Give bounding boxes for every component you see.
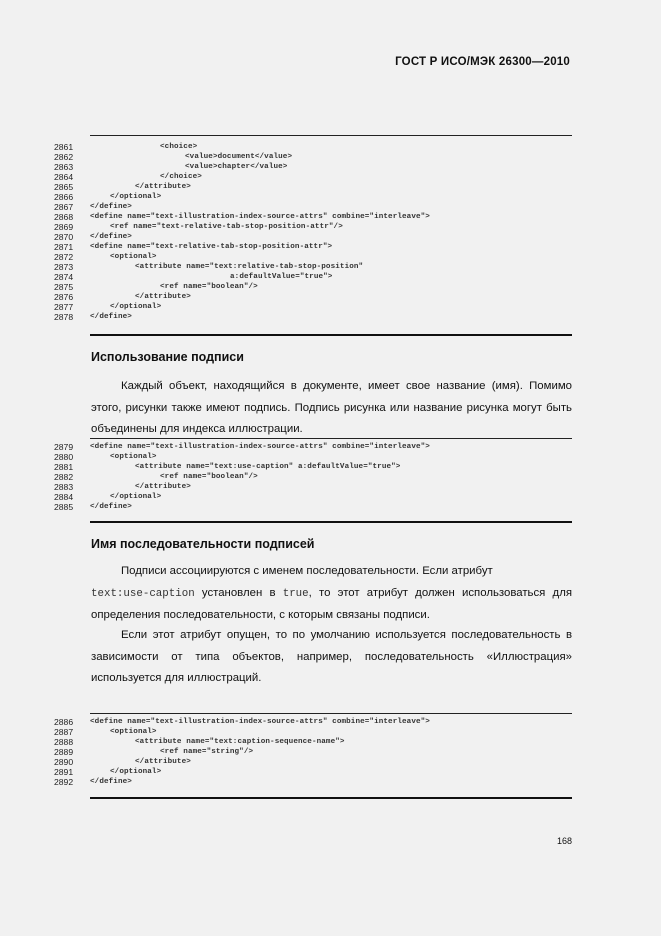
- line-number: 2879: [54, 442, 74, 452]
- code-text: <define name="text-illustration-index-source-attrs" combine="interleave">: [90, 718, 430, 726]
- paragraph-caption-sequence-1: [91, 561, 572, 627]
- code-line: [54, 232, 572, 242]
- code-text: <define name="text-relative-tab-stop-position-attr">: [90, 243, 333, 251]
- line-number: 2878: [54, 312, 74, 322]
- code-line: [54, 777, 572, 787]
- code-line: [54, 202, 572, 212]
- code-text: </optional>: [110, 768, 162, 776]
- line-number: 2867: [54, 202, 74, 212]
- code-line: [54, 502, 572, 512]
- code-line: [54, 312, 572, 322]
- inline-code-true: true: [282, 587, 309, 600]
- section-heading-caption-usage: Использование подписи: [91, 350, 244, 364]
- page-number: 168: [556, 836, 572, 846]
- section-heading-caption-sequence: Имя последовательности подписей: [91, 537, 315, 551]
- code-text: <attribute name="text:relative-tab-stop-position": [135, 263, 364, 271]
- code-text: </define>: [90, 503, 132, 511]
- line-number: 2892: [54, 777, 74, 787]
- code-text: <define name="text-illustration-index-source-attrs" combine="interleave">: [90, 443, 430, 451]
- code-block-1: [54, 132, 572, 337]
- line-number: 2882: [54, 472, 74, 482]
- code-text: </define>: [90, 778, 132, 786]
- code-text: a:defaultValue="true">: [230, 273, 333, 281]
- code-line: [54, 222, 572, 232]
- code-line: [54, 302, 572, 312]
- code-text: </define>: [90, 313, 132, 321]
- line-number: 2880: [54, 452, 74, 462]
- code-block-3: [54, 713, 572, 801]
- line-number: 2885: [54, 502, 74, 512]
- code-line: [54, 182, 572, 192]
- line-number: 2887: [54, 727, 74, 737]
- line-number: 2874: [54, 272, 74, 282]
- line-number: 2872: [54, 252, 74, 262]
- paragraph-caption-sequence-2: Если этот атрибут опущен, то по умолчанию используется последовательность в зависимости от типа объектов, например, последовательность «Иллюстрация» используется для иллюстраций.: [91, 629, 572, 684]
- line-number: 2865: [54, 182, 74, 192]
- code-text: </attribute>: [135, 183, 191, 191]
- code-block-bottom-rule: [90, 797, 572, 799]
- code-line: [54, 212, 572, 222]
- line-number: 2875: [54, 282, 74, 292]
- code-text: <value>document</value>: [185, 153, 293, 161]
- line-number: 2877: [54, 302, 74, 312]
- paragraph-caption-usage: Каждый объект, находящийся в документе, имеет свое название (имя). Помимо этого, рисунки также имеют подпись. Подпись рисунка или название рисунка могут быть объединены для индекса иллюстрации.: [91, 380, 572, 435]
- code-text: </optional>: [110, 193, 162, 201]
- code-line: [54, 472, 572, 482]
- code-text: </choice>: [160, 173, 202, 181]
- code-text: <ref name="boolean"/>: [160, 473, 258, 481]
- code-block-top-rule: [90, 713, 572, 714]
- code-text: </define>: [90, 203, 132, 211]
- paragraph-text: установлен в: [194, 586, 283, 599]
- code-line: [54, 172, 572, 182]
- line-number: 2861: [54, 142, 74, 152]
- line-number: 2891: [54, 767, 74, 777]
- line-number: 2868: [54, 212, 74, 222]
- code-text: <attribute name="text:caption-sequence-name">: [135, 738, 345, 746]
- code-block-top-rule: [90, 438, 572, 439]
- code-text: <value>chapter</value>: [185, 163, 288, 171]
- code-line: [54, 757, 572, 767]
- code-text: </attribute>: [135, 293, 191, 301]
- code-line: [54, 717, 572, 727]
- code-text: <choice>: [160, 143, 198, 151]
- code-line: [54, 262, 572, 272]
- line-number: 2876: [54, 292, 74, 302]
- code-line: [54, 767, 572, 777]
- line-number: 2862: [54, 152, 74, 162]
- code-text: <optional>: [110, 453, 157, 461]
- line-number: 2888: [54, 737, 74, 747]
- line-number: 2890: [54, 757, 74, 767]
- code-text: </optional>: [110, 303, 162, 311]
- code-line: [54, 252, 572, 262]
- code-text: </attribute>: [135, 483, 191, 491]
- line-number: 2870: [54, 232, 74, 242]
- line-number: 2889: [54, 747, 74, 757]
- code-line: [54, 242, 572, 252]
- code-line: [54, 747, 572, 757]
- code-text: <optional>: [110, 253, 157, 261]
- code-text: <ref name="string"/>: [160, 748, 254, 756]
- code-line: [54, 272, 572, 282]
- code-line: [54, 142, 572, 152]
- code-text: <optional>: [110, 728, 157, 736]
- code-line: [54, 442, 572, 452]
- paragraph-text: , то этот атрибут должен использоваться для определения последовательности, с которым связаны подписи.: [91, 586, 573, 621]
- document-standard-id: ГОСТ Р ИСО/МЭК 26300—2010: [395, 56, 570, 68]
- line-number: 2881: [54, 462, 74, 472]
- line-number: 2873: [54, 262, 74, 272]
- code-text: <ref name="text-relative-tab-stop-position-attr"/>: [110, 223, 343, 231]
- code-text: <attribute name="text:use-caption" a:defaultValue="true">: [135, 463, 401, 471]
- code-text: </define>: [90, 233, 132, 241]
- code-text: <define name="text-illustration-index-source-attrs" combine="interleave">: [90, 213, 430, 221]
- line-number: 2869: [54, 222, 74, 232]
- code-line: [54, 492, 572, 502]
- code-line: [54, 737, 572, 747]
- code-line: [54, 482, 572, 492]
- code-text: </attribute>: [135, 758, 191, 766]
- code-line: [54, 292, 572, 302]
- line-number: 2864: [54, 172, 74, 182]
- line-number: 2866: [54, 192, 74, 202]
- code-line: [54, 452, 572, 462]
- line-number: 2883: [54, 482, 74, 492]
- code-line: [54, 727, 572, 737]
- code-line: [54, 162, 572, 172]
- code-text: <ref name="boolean"/>: [160, 283, 258, 291]
- line-number: 2863: [54, 162, 74, 172]
- code-line: [54, 192, 572, 202]
- code-text: </optional>: [110, 493, 162, 501]
- inline-code-use-caption: text:use-caption: [91, 587, 195, 600]
- paragraph-text: Подписи ассоциируются с именем последовательности. Если атрибут: [121, 565, 493, 577]
- code-block-bottom-rule: [90, 521, 572, 523]
- code-block-bottom-rule: [90, 334, 572, 336]
- code-line: [54, 152, 572, 162]
- line-number: 2884: [54, 492, 74, 502]
- code-block-2: [54, 438, 572, 526]
- code-line: [54, 282, 572, 292]
- line-number: 2886: [54, 717, 74, 727]
- line-number: 2871: [54, 242, 74, 252]
- code-block-top-rule: [90, 135, 572, 136]
- code-line: [54, 462, 572, 472]
